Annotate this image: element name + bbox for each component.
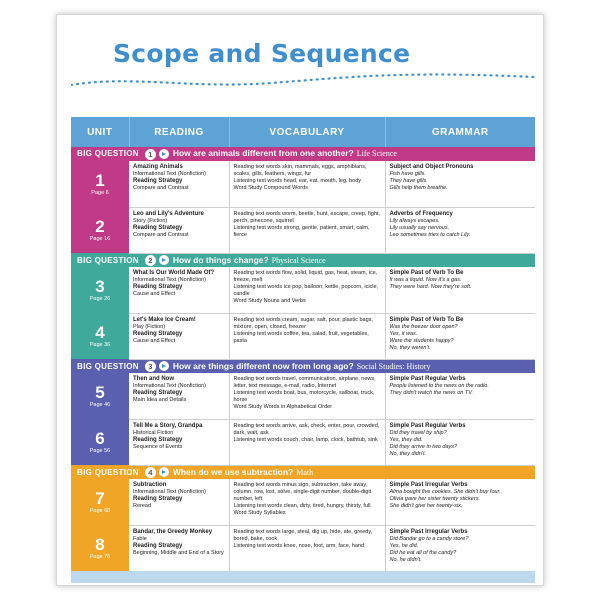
unit-number-cell [71,479,129,525]
grammar-line: Olivia gave her sister twenty stickers. [389,496,480,502]
big-question-number: 3 [145,361,156,372]
reading-line: Main Idea and Details [133,397,187,403]
vocabulary-line: Word Study Words in Alphabetical Order [233,404,333,410]
grammar-line: She didn't give her twenty-six. [389,503,463,509]
reading-line: Cause and Effect [133,291,176,297]
grammar-line: Did he eat all of the candy? [389,549,457,556]
reading-line: Beginning, Middle and End of a Story [133,549,224,556]
vocabulary-cell [229,525,385,571]
grammar-line: It was a liquid. Now it's a gas. [389,277,462,283]
grammar-line: Yes, they did. [389,436,423,443]
reading-line: What Is Our World Made Of? [133,270,215,276]
unit-number: 6 [95,428,105,448]
reading-cell [129,525,229,571]
unit-page: Page 76 [89,553,111,560]
reading-line: Leo and Lily's Adventure [133,210,204,217]
vocabulary-line: Listening text words boat, bus, motorcycle, sailboat, truck, horse [233,390,375,403]
unit-number: 8 [95,534,105,554]
unit-number-cell [71,207,129,253]
unit-number: 2 [95,216,105,236]
big-question-label: BIG QUESTION [77,467,139,477]
vocabulary-line: Word Study Nouns and Verbs [233,298,306,304]
page-title: Scope and Sequence [113,39,411,68]
grammar-line: Simple Past of Verb To Be [389,270,464,276]
reading-line: Fable [133,535,147,542]
grammar-line: Lily usually say nervous. [389,224,450,231]
grammar-cell [385,373,535,419]
big-question-row [71,359,535,373]
subject-label: Life Science [356,149,397,159]
vocabulary-line: Reading text words flow, solid, liquid, gas, heat, steam, ice, freeze, melt [233,270,378,283]
vocabulary-line: Reading text words cream, sugar, salt, pour, plastic bags, mixture, open, closed, freezer [233,316,373,330]
grammar-line: Simple Past of Verb To Be [389,316,464,323]
grammar-cell [385,161,535,207]
vocabulary-line: Word Study Syllables [233,510,286,516]
play-icon[interactable] [159,255,169,265]
reading-line: Subtraction [133,482,167,488]
unit-number: 3 [95,276,105,296]
vocabulary-line: Listening text words strong, gentle, patient, smart, calm, fierce [233,224,370,238]
vocabulary-cell [229,373,385,419]
reading-line: Compare and Contrast [133,231,189,238]
unit-row [71,313,535,359]
grammar-line: Subject and Object Pronouns [389,164,474,170]
reading-line: Story (Fiction) [133,217,168,224]
unit-number-cell [71,313,129,359]
reading-line: Reading Strategy [133,390,183,396]
grammar-line: Yes, it was. [389,330,418,337]
reading-line: Reread [133,503,152,509]
reading-line: Reading Strategy [133,542,183,549]
big-question-text: How are animals different from one another? [172,148,354,159]
reading-line: Compare and Contrast [133,185,189,191]
reading-line: Informational Text (Nonfiction) [133,383,206,389]
unit-number: 7 [95,488,105,508]
unit-row [71,419,535,465]
unit-page: Page 36 [89,341,111,348]
unit-page: Page 16 [89,235,111,242]
header-grammar: GRAMMAR [385,117,535,147]
unit-row [71,267,535,313]
reading-cell [129,161,229,207]
play-icon[interactable] [159,467,169,477]
reading-line: Reading Strategy [133,496,183,502]
vocabulary-cell [229,267,385,313]
reading-cell [129,207,229,253]
big-question-label: BIG QUESTION [77,361,139,371]
big-question-number: 4 [145,467,156,478]
vocabulary-line: Listening text words knee, nose, foot, arm, face, hand [233,542,365,549]
big-question-number: 1 [145,149,156,160]
vocabulary-cell [229,419,385,465]
grammar-line: Did they travel by ship? [389,429,447,436]
reading-line: Cause and Effect [133,337,176,344]
reading-cell [129,479,229,525]
grammar-line: They have gills. [389,178,428,184]
grammar-line: Did Bandar go to a candy store? [389,535,469,542]
grammar-cell [385,313,535,359]
grammar-line: Alma bought five cookies. She didn't buy four. [389,489,501,495]
grammar-line: Simple Past Regular Verbs [389,422,466,429]
unit-page: Page 6 [91,189,109,196]
unit-number: 1 [95,170,105,190]
play-icon[interactable] [159,361,169,371]
grammar-line: Simple Past Irregular Verbs [389,528,468,535]
grammar-line: People listened to the news on the radio. [389,383,489,389]
reading-line: Informational Text (Nonfiction) [133,171,206,177]
subject-label: Social Studies: History [356,361,431,371]
vocabulary-line: Reading text words skin, mammals, eggs, amphibians, scales, gills, feathers, wings, fur [233,164,367,177]
grammar-line: Simple Past Irregular Verbs [389,482,468,488]
big-question-row [71,465,535,479]
dotted-wave-divider [71,67,535,107]
big-question-label: BIG QUESTION [77,149,139,159]
unit-page: Page 68 [89,507,111,514]
big-question-text: How are things different now from long ago? [172,360,354,371]
reading-line: Then and Now [133,376,174,382]
grammar-line: Leo sometimes tries to catch Lily. [389,231,471,238]
grammar-line: Yes, he did. [389,542,419,549]
vocabulary-line: Listening text words couch, chair, lamp, clock, bathtub, sink [233,436,378,443]
reading-line: Historical Fiction [133,429,174,436]
unit-number: 5 [95,382,105,402]
vocabulary-line: Reading text words minus sign, subtraction, take away, column, row, lost, solve, single-digit number, double-digit number, left [233,482,372,502]
reading-cell [129,313,229,359]
vocabulary-line: Word Study Compound Words [233,185,308,191]
reading-line: Let's Make Ice Cream! [133,316,196,323]
grammar-line: They didn't watch the news on TV. [389,390,473,396]
unit-number-cell [71,419,129,465]
vocabulary-line: Listening text words clean, dirty, tired, hungry, thirsty, full [233,503,371,509]
grammar-line: No, he didn't. [389,556,422,563]
play-icon[interactable] [159,149,169,159]
big-question-label: BIG QUESTION [77,255,139,265]
grammar-line: Were the students happy? [389,337,454,344]
grammar-line: Was the freezer door open? [389,323,458,330]
unit-number-cell [71,373,129,419]
grammar-line: No, they weren't. [389,344,431,351]
grammar-cell [385,479,535,525]
grammar-line: Lily always escapes. [389,217,440,224]
header-reading: READING [129,117,229,147]
vocabulary-cell [229,207,385,253]
reading-line: Reading Strategy [133,330,183,337]
grammar-cell [385,207,535,253]
reading-line: Play (Fiction) [133,323,166,330]
grammar-cell [385,419,535,465]
reading-line: Reading Strategy [133,178,183,184]
grammar-line: They were hard. Now they're soft. [389,284,472,290]
grammar-cell [385,267,535,313]
grammar-line: Adverbs of Frequency [389,210,453,217]
reading-line: Sequence of Events [133,443,183,450]
reading-line: Bandar, the Greedy Monkey [133,528,213,535]
scope-sequence-page [56,14,544,586]
unit-number: 4 [95,322,105,342]
vocabulary-cell [229,479,385,525]
big-question-row [71,147,535,161]
reading-line: Informational Text (Nonfiction) [133,489,206,495]
grammar-line: Simple Past Regular Verbs [389,376,466,382]
vocabulary-line: Reading text words arrive, ask, check, enter, pour, crowded, dark, wait, ask [233,422,380,436]
reading-line: Reading Strategy [133,284,183,290]
unit-number-cell [71,525,129,571]
grammar-line: Gills help them breathe. [389,185,448,191]
subject-label: Physical Science [271,255,326,265]
reading-cell [129,419,229,465]
unit-row [71,373,535,419]
unit-row [71,161,535,207]
unit-row [71,525,535,571]
unit-number-cell [71,267,129,313]
vocabulary-cell [229,313,385,359]
big-question-text: When do we use subtraction? [172,466,294,477]
unit-number-cell [71,161,129,207]
vocabulary-line: Listening text words head, ear, eat, mouth, leg, body [233,178,361,184]
vocabulary-line: Listening text words ice pop, balloon, kettle, popcorn, icicle, candle [233,284,379,297]
reading-line: Tell Me a Story, Grandpa [133,422,203,429]
grammar-line: Fish have gills. [389,171,426,177]
unit-page: Page 46 [89,401,111,408]
reading-line: Informational Text (Nonfiction) [133,277,206,283]
vocabulary-line: Reading text words travel, communication, airplane, news, letter, text message, e-mail, radio, Internet [233,376,376,389]
big-question-number: 2 [145,255,156,266]
reading-cell [129,373,229,419]
big-question-text: How do things change? [172,254,269,265]
vocabulary-line: Reading text words worm, beetle, hunt, escape, creep, fight, perch, pinecone, squirrel [233,210,380,224]
header-vocabulary: VOCABULARY [229,117,385,147]
reading-cell [129,267,229,313]
grammar-line: No, they didn't. [389,450,427,457]
reading-line: Reading Strategy [133,224,183,231]
reading-line: Reading Strategy [133,436,183,443]
big-question-row [71,253,535,267]
subject-label: Math [296,467,314,477]
unit-row [71,479,535,525]
vocabulary-cell [229,161,385,207]
grammar-cell [385,525,535,571]
vocabulary-line: Reading text words large, steal, dig up, hide, ate, greedy, bored, bake, cook [233,528,373,542]
unit-page: Page 26 [89,295,111,302]
vocabulary-line: Listening text words coffee, tea, salad, fruit, vegetables, pasta [233,330,369,344]
scope-table [71,117,535,572]
unit-page: Page 56 [89,447,111,454]
reading-line: Amazing Animals [133,164,183,170]
header-unit: UNIT [71,117,129,147]
unit-row [71,207,535,253]
grammar-line: Did they arrive in two days? [389,443,458,450]
footer-band [71,571,535,583]
